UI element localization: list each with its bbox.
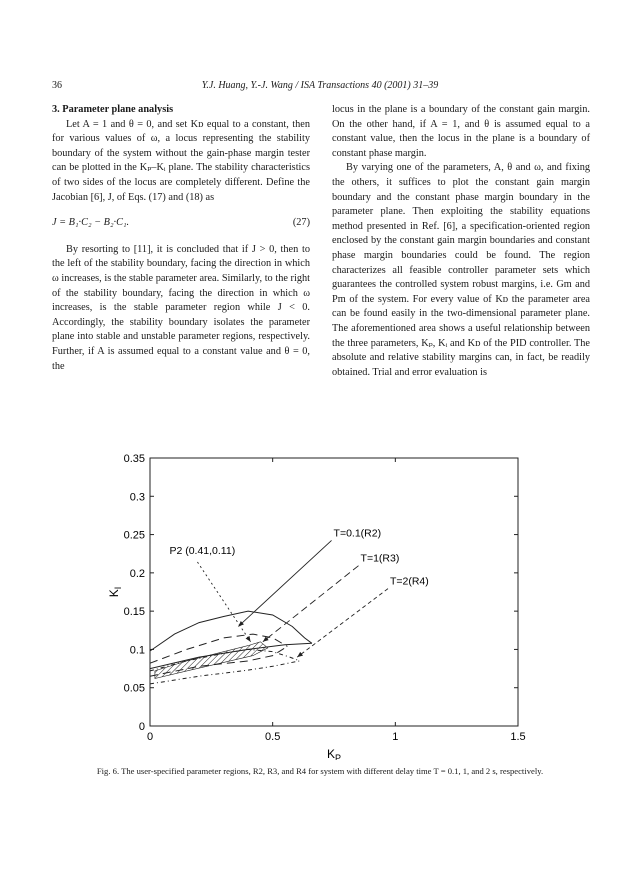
y-tick-label: 0.15 xyxy=(123,606,145,619)
figure-caption: Fig. 6. The user-specified parameter regions, R2, R3, and R4 for system with different delay time T = 0.1, 1, and 2 s, respectively. xyxy=(96,766,544,776)
y-tick-label: 0.35 xyxy=(123,453,145,465)
figure-6 xyxy=(100,450,550,760)
hatched-region xyxy=(155,642,268,679)
left-column xyxy=(52,103,310,374)
axis-ticks xyxy=(124,453,526,743)
y-tick-label: 0 xyxy=(138,721,145,733)
equation-text: J = B₁·C₂ − B₂·C₁. xyxy=(52,217,130,229)
equation-27 xyxy=(52,216,310,231)
y-tick-label: 0.05 xyxy=(123,682,145,695)
section-title: 3. Parameter plane analysis xyxy=(52,104,174,115)
plot-frame xyxy=(150,458,518,726)
hatched-region-group xyxy=(155,642,268,679)
page-number: 36 xyxy=(52,80,62,91)
left-paragraph-2: By resorting to [11], it is concluded that if J > 0, then to the left of the stability boundary, facing the direction in which ω increases, is the stable parameter area. Similarly, to the right of the stability boundary, facing the direction in which ω increases, is the stable parameter region while J < 0. Accordingly, the stability boundary isolates the parameter plane into stable and unstable parameter regions, respectively. Further, if A is assumed equal to a constant value and θ = 0, the xyxy=(52,243,310,372)
parameter-plane-chart xyxy=(100,450,550,760)
x-axis-label: $K_P$ xyxy=(326,747,342,760)
y-tick-label: 0.25 xyxy=(123,529,145,542)
annotation-arrow xyxy=(297,589,388,657)
annotation-arrow xyxy=(238,540,331,626)
annotation-label: P2 (0.41,0.11) xyxy=(169,545,236,558)
annotation-label: T=0.1(R2) xyxy=(333,527,382,540)
y-tick-label: 0.3 xyxy=(129,491,145,504)
equation-number: (27) xyxy=(292,217,310,229)
y-axis-label: $K_I$ xyxy=(107,586,123,598)
annotation-label: T=2(R4) xyxy=(389,575,429,588)
annotations xyxy=(169,527,428,657)
right-paragraph-2: By varying one of the parameters, A, θ and ω, and fixing the others, it suffices to plot the constant gain margin boundary and the constant phase margin boundary in the parameter plane. Then exploiting the stability equations method presented in Ref. [6], a specification-oriented region enclosed by the constant gain margin boundaries and constant phase margin boundaries could be found. The region characterizes all feasible controller parameter sets which guarantees the controlled system robust margins, i.e. Gm and Pm of the system. For every value of Kᴅ the parameter area can be found easily in the two-dimensional parameter plane. The aforementioned area shows a useful relationship between the three parameters, Kₚ, Kᵢ and Kᴅ of the PID controller. The absolute and relative stability margins can, in fact, be readily obtained. Trial and error evaluation is xyxy=(332,162,590,378)
left-paragraph-1: Let A = 1 and θ = 0, and set Kᴅ equal to a constant, then for various values of ω, a locus representing the stability boundary of the system without the gain-phase margin tester can be plotted in the Kₚ–Kᵢ plane. The stability characteristics of two sides of the locus are completely different. Define the Jacobian [6], J, of Eqs. (17) and (18) as xyxy=(52,118,310,203)
x-tick-label: 0.5 xyxy=(265,731,281,743)
y-tick-label: 0.1 xyxy=(129,644,145,657)
running-title: Y.J. Huang, Y.-J. Wang / ISA Transactions 40 (2001) 31–39 xyxy=(201,80,439,91)
annotation-arrowhead xyxy=(297,652,303,657)
right-column xyxy=(332,103,590,380)
page-header xyxy=(52,80,588,94)
annotation-label: T=1(R3) xyxy=(360,552,400,565)
y-tick-label: 0.2 xyxy=(129,567,145,580)
annotation-arrow xyxy=(197,562,250,642)
x-tick-label: 1.5 xyxy=(510,731,526,743)
annotation-arrowhead xyxy=(246,636,251,642)
annotation-arrow xyxy=(263,566,359,642)
x-tick-label: 0 xyxy=(146,731,154,743)
x-tick-label: 1 xyxy=(392,731,399,743)
right-paragraph-1: locus in the plane is a boundary of the constant gain margin. On the other hand, if A = 1, and θ is assumed equal to a constant value, then the locus in the plane is a boundary of constant phase margin. xyxy=(332,104,590,159)
